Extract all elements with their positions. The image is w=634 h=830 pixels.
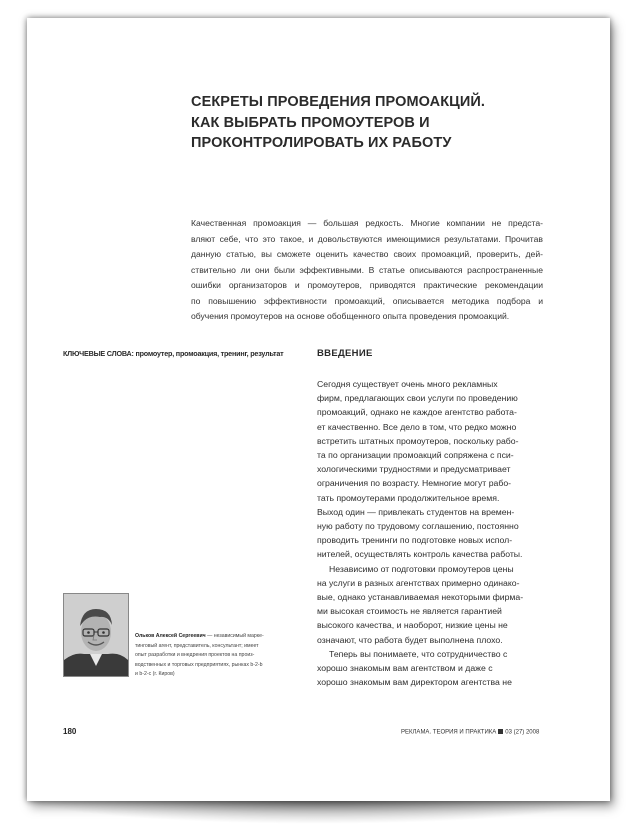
square-bullet-icon (498, 729, 503, 734)
body-line: Сегодня существует очень много рекламных (317, 379, 498, 389)
keywords-label: КЛЮЧЕВЫЕ СЛОВА: (63, 349, 134, 358)
body-line: Выход один — привлекать студентов на времен- (317, 506, 515, 517)
body-line: встретить штатных промоутеров, поскольку рабо- (317, 435, 519, 446)
body-line: та по организации промоакций сопряжена с пси- (317, 450, 514, 461)
body-line: хологическими трудностями и предусматривает (317, 464, 511, 475)
body-line: проводить тренинги по подготовке новых испол- (317, 535, 513, 546)
author-caption (135, 632, 295, 680)
title-line: СЕКРЕТЫ ПРОВЕДЕНИЯ ПРОМОАКЦИЙ. (191, 94, 486, 110)
lead-line: по повышению эффективности промоакций, описывается методика подбора и (191, 295, 543, 306)
author-name: Ольков Алексей Сергеевич (135, 633, 206, 639)
author-bio-line: и b-2-c (г. Киров) (135, 671, 175, 678)
body-line: нителей, осуществлять контроль качества работы. (317, 549, 523, 560)
title-line: ПРОКОНТРОЛИРОВАТЬ ИХ РАБОТУ (191, 135, 452, 151)
author-photo (63, 593, 129, 677)
body-line: ограничения по возрасту. Немногие могут рабо- (317, 478, 512, 489)
body-line: вые, однако устанавливаемая некоторыми фирма- (317, 592, 524, 603)
running-footer (401, 729, 539, 736)
lead-line: вляют себе, что это такое, и довольствуются имеющимися результатами. Прочитав (191, 233, 543, 244)
body-line: тать промоутерами продолжительное время. (317, 492, 500, 503)
body-text (317, 377, 531, 689)
lead-line: Качественная промоакция — большая редкость. Многие компании не предста- (191, 218, 543, 228)
lead-line: ствительно ли они были эффективными. В статье описываются распространенные (191, 264, 543, 275)
body-line: ет качественно. Все дело в том, что редко можно (317, 421, 517, 432)
body-line: Теперь вы понимаете, что сотрудничество с (329, 648, 508, 659)
author-portrait-image (64, 594, 128, 676)
author-bio-line: — независимый марке- (205, 633, 264, 639)
body-line: ную работу по трудовому соглашению, постоянно (317, 521, 519, 532)
article-title (191, 92, 531, 154)
lead-line: обучения промоутеров на основе обобщенного опыта проведения промоакций. (191, 311, 510, 321)
body-line: хорошо знакомым вам агентством и даже с (317, 663, 493, 674)
body-line: на услуги в разных агентствах примерно одинако- (317, 577, 520, 588)
article-lead (191, 216, 543, 325)
keywords-values: промоутер, промоакция, тренинг, результат (133, 349, 284, 358)
body-line: хорошо знакомым вам директором агентства не (317, 677, 512, 688)
author-bio-line: опыт разработки и внедрения проектов на произ- (135, 652, 255, 659)
body-line: высокого качества, и наоборот, низкие цены не (317, 620, 508, 631)
lead-line: данную статью, вы сможете оценить качество своих промоакций, проверить, дей- (191, 249, 543, 259)
body-line: фирм, предлагающих свои услуги по проведению (317, 393, 518, 404)
body-line: ми высокая стоимость не является гарантией (317, 606, 502, 617)
lead-line: ошибки организаторов и промоутеров, приводятся практические рекомендации (191, 280, 543, 290)
issue-number: 03 (27) 2008 (505, 729, 540, 736)
journal-name: РЕКЛАМА. ТЕОРИЯ И ПРАКТИКА (401, 729, 497, 736)
title-line: КАК ВЫБРАТЬ ПРОМОУТЕРОВ И (191, 114, 430, 131)
section-heading-intro: ВВЕДЕНИЕ (317, 348, 373, 359)
body-line: промоакций, однако не каждое агентство работа- (317, 407, 517, 418)
author-bio-line: водственных и торговых предприятиях, рынках b-2-b (135, 661, 263, 668)
page-number: 180 (63, 727, 77, 736)
author-bio-line: тинговый агент, представитель, консультант; имеет (135, 642, 259, 649)
body-line: Независимо от подготовки промоутеров цены (329, 563, 514, 574)
body-line: означают, что работа будет выполнена плохо. (317, 634, 503, 645)
keywords (63, 349, 284, 358)
